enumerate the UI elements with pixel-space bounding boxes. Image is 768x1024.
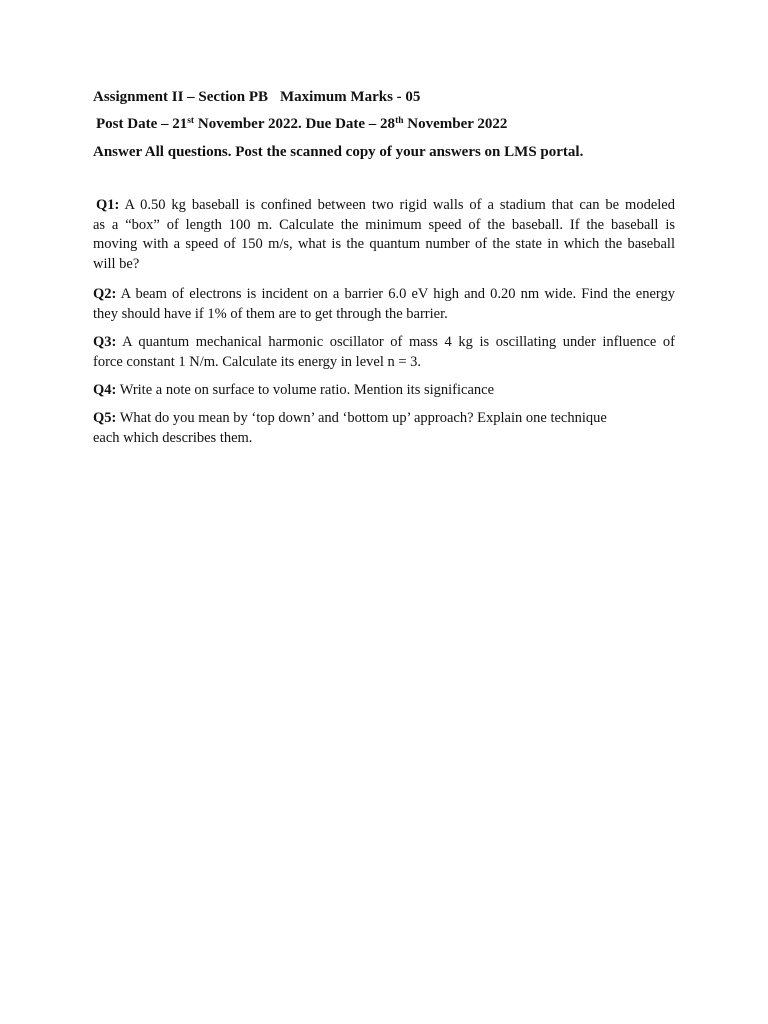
question-1-label: Q1: xyxy=(96,197,120,213)
question-5-line-2: each which describes them. xyxy=(93,429,253,446)
due-date-month: November 2022 xyxy=(403,116,508,132)
post-date-text: Post Date – 21 xyxy=(96,116,188,132)
question-3 xyxy=(93,333,675,372)
assignment-title: Assignment II – Section PB xyxy=(93,89,269,105)
question-2-line-1 xyxy=(93,285,675,305)
question-4-line-1 xyxy=(93,381,675,401)
question-2 xyxy=(93,285,675,324)
due-date xyxy=(305,116,507,132)
question-1-line-4: will be? xyxy=(93,255,140,272)
question-1-line-2: as a “box” of length 100 m. Calculate the minimum speed of the baseball. If the baseball is xyxy=(93,216,675,233)
dates-line xyxy=(96,115,507,133)
question-3-line-1 xyxy=(93,333,675,353)
question-2-line-2: they should have if 1% of them are to get through the barrier. xyxy=(93,305,448,322)
post-date-month: November 2022. xyxy=(194,116,302,132)
due-date-ordinal: th xyxy=(395,116,404,126)
question-1 xyxy=(93,196,675,274)
question-4 xyxy=(93,381,675,401)
question-3-text-1: A quantum mechanical harmonic oscillator of mass 4 kg is oscillating under influence of xyxy=(116,334,675,350)
due-date-text: Due Date – 28 xyxy=(305,116,396,132)
instructions-line: Answer All questions. Post the scanned copy of your answers on LMS portal. xyxy=(93,144,584,160)
question-5-text-1: What do you mean by ‘top down’ and ‘bottom up’ approach? Explain one technique xyxy=(116,410,607,426)
question-5-line-1 xyxy=(93,409,675,429)
question-4-text-1: Write a note on surface to volume ratio. Mention its significance xyxy=(116,382,495,398)
question-3-line-2: force constant 1 N/m. Calculate its energy in level n = 3. xyxy=(93,353,422,370)
question-4-label: Q4: xyxy=(93,382,117,398)
maximum-marks: Maximum Marks - 05 xyxy=(280,89,421,105)
assignment-title-line xyxy=(93,88,420,106)
question-1-line-1 xyxy=(93,196,675,216)
post-date xyxy=(96,116,302,132)
question-5 xyxy=(93,409,675,448)
question-2-label: Q2: xyxy=(93,286,117,302)
question-1-line-3: moving with a speed of 150 m/s, what is the quantum number of the state in which the baseball xyxy=(93,236,675,252)
question-1-text-1: A 0.50 kg baseball is confined between two rigid walls of a stadium that can be modeled xyxy=(119,197,675,213)
question-2-text-1: A beam of electrons is incident on a barrier 6.0 eV high and 0.20 nm wide. Find the energy xyxy=(116,286,675,302)
post-date-ordinal: st xyxy=(187,116,195,126)
question-5-label: Q5: xyxy=(93,410,117,426)
question-3-label: Q3: xyxy=(93,334,117,350)
